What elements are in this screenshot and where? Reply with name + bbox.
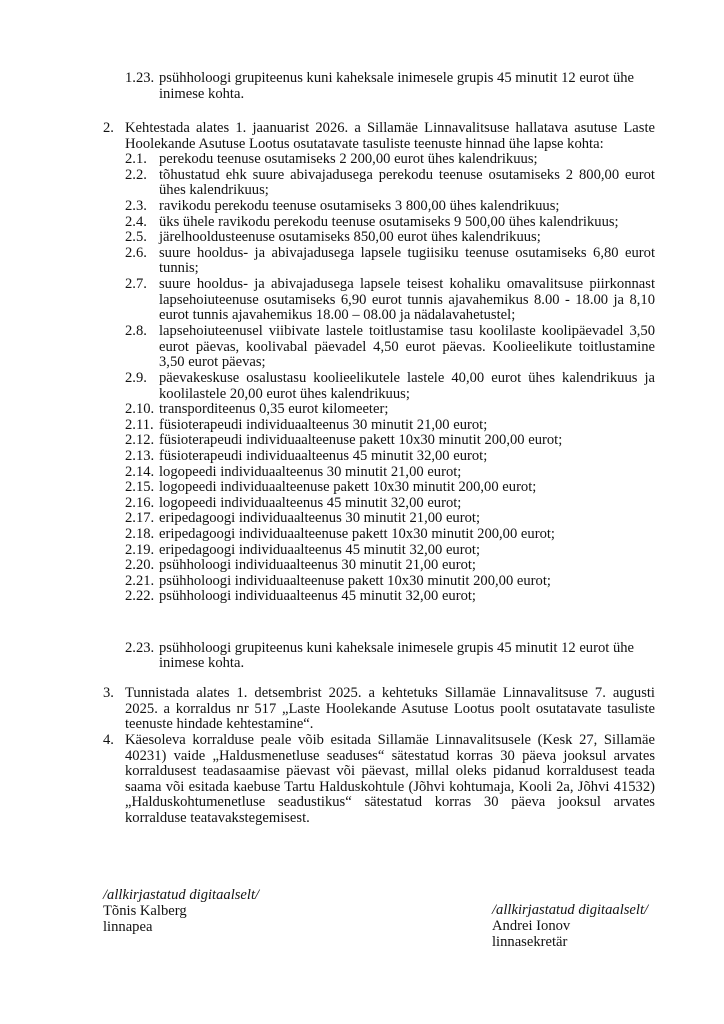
section-text: 40231) vaide „Haldusmenetluse seaduses“ sätestatud korras 30 päeva jooksul arvates: [125, 748, 655, 764]
item-text: üks ühele ravikodu perekodu teenuse osutamiseks 9 500,00 ühes kalendrikuus;: [159, 214, 619, 230]
item-text: inimese kohta.: [159, 655, 245, 671]
item-number: 2.4.: [125, 214, 147, 230]
section-number: 4.: [103, 732, 114, 748]
item-text: ravikodu perekodu teenuse osutamiseks 3 800,00 ühes kalendrikuus;: [159, 198, 560, 214]
item-number: 1.23.: [125, 70, 155, 86]
item-number: 2.6.: [125, 245, 147, 261]
item-text: füsioterapeudi individuaalteenus 30 minutit 21,00 eurot;: [159, 417, 488, 433]
item-text: koolilastele 20,00 eurot ühes kalendrikuus;: [159, 386, 410, 402]
item-number: 2.8.: [125, 323, 147, 339]
item-text: ühes kalendrikuus;: [159, 182, 269, 198]
item-number: 2.11.: [125, 417, 154, 433]
item-number: 2.16.: [125, 495, 155, 511]
item-number: 2.13.: [125, 448, 155, 464]
section-number: 3.: [103, 685, 114, 701]
item-number: 2.14.: [125, 464, 155, 480]
item-number: 2.10.: [125, 401, 155, 417]
item-text: logopeedi individuaalteenuse pakett 10x30 minutit 200,00 eurot;: [159, 479, 537, 495]
section-text: korralduse teatavakstegemisest.: [125, 810, 310, 826]
section-number: 2.: [103, 120, 114, 136]
item-text: tunnis;: [159, 260, 199, 276]
item-text: eurot päevas, koolivabal päevadel 4,50 eurot päevas. Koolieelikute toitlustamine: [159, 339, 655, 355]
signature-right-note: /allkirjastatud digitaalselt/: [492, 902, 649, 918]
section-text: teenuste hindade kehtestamine“.: [125, 716, 314, 732]
section-text: Tunnistada alates 1. detsembrist 2025. a kehtetuks Sillamäe Linnavalitsuse 7. augusti: [125, 685, 655, 701]
item-text: eripedagoogi individuaalteenus 45 minutit 32,00 eurot;: [159, 542, 480, 558]
item-number: 2.3.: [125, 198, 147, 214]
item-number: 2.22.: [125, 588, 155, 604]
section-text: „Halduskohtumenetluse seadustikus“ sätestatud korras 30 päeva jooksul arvates: [125, 794, 655, 810]
signature-right-name: Andrei Ionov: [492, 918, 571, 934]
item-text: suure hooldus- ja abivajadusega lapsele tugiisiku teenuse osutamiseks 6,80 eurot: [159, 245, 655, 261]
item-text: järelhooldusteenuse osutamiseks 850,00 eurot ühes kalendrikuus;: [159, 229, 541, 245]
item-number: 2.20.: [125, 557, 155, 573]
item-text: eripedagoogi individuaalteenus 30 minutit 21,00 eurot;: [159, 510, 480, 526]
signature-left-name: Tõnis Kalberg: [103, 903, 187, 919]
item-number: 2.2.: [125, 167, 147, 183]
signature-left-note: /allkirjastatud digitaalselt/: [103, 887, 260, 903]
item-number: 2.21.: [125, 573, 155, 589]
section-text: saama või esitada kaebuse Tartu Halduskohtule (Jõhvi kohtumaja, Kooli 2a, Jõhvi 41532): [125, 779, 655, 795]
item-text: 3,50 eurot päevas;: [159, 354, 266, 370]
item-text: psühholoogi grupiteenus kuni kaheksale inimesele grupis 45 minutit 12 eurot ühe: [159, 640, 635, 656]
section-text: korraldusest teadasaamise päevast või päevast, millal oleks pidanud korraldusest teada: [125, 763, 655, 779]
item-text: päevakeskuse osalustasu koolieelikutele lastele 40,00 eurot ühes kalendrikuus ja: [159, 370, 655, 386]
item-text: suure hooldus- ja abivajadusega lapsele teisest kohaliku omavalitsuse piirkonnast: [159, 276, 655, 292]
item-text: eripedagoogi individuaalteenuse pakett 10x30 minutit 200,00 eurot;: [159, 526, 555, 542]
item-text: psühholoogi individuaalteenus 45 minutit 32,00 eurot;: [159, 588, 476, 604]
item-text: lapsehoiuteenusel viibivate lastele toitlustamise tasu koolilaste koolipäevadel 3,50: [159, 323, 655, 339]
item-number: 2.17.: [125, 510, 155, 526]
item-text: tõhustatud ehk suure abivajadusega perekodu teenuse osutamiseks 2 800,00 eurot: [159, 167, 655, 183]
item-text: inimese kohta.: [159, 86, 245, 102]
item-text: psühholoogi grupiteenus kuni kaheksale inimesele grupis 45 minutit 12 eurot ühe: [159, 70, 635, 86]
item-text: psühholoogi individuaalteenuse pakett 10x30 minutit 200,00 eurot;: [159, 573, 551, 589]
item-number: 2.1.: [125, 151, 147, 167]
item-number: 2.9.: [125, 370, 147, 386]
item-text: lapsehoiuteenuse osutamiseks 6,90 eurot tunnis ajavahemikus 8.00 - 18.00 ja 8,10: [159, 292, 655, 308]
section-text: Hoolekande Asutuse Lootus osutatavate tasuliste teenuste hinnad ühe lapse kohta:: [125, 136, 604, 152]
item-number: 2.5.: [125, 229, 147, 245]
item-text: füsioterapeudi individuaalteenus 45 minutit 32,00 eurot;: [159, 448, 488, 464]
item-text: logopeedi individuaalteenus 30 minutit 21,00 eurot;: [159, 464, 462, 480]
section-text: Kehtestada alates 1. jaanuarist 2026. a Sillamäe Linnavalitsuse hallatava asutuse Laste: [125, 120, 655, 136]
item-text: psühholoogi individuaalteenus 30 minutit 21,00 eurot;: [159, 557, 476, 573]
item-number: 2.12.: [125, 432, 155, 448]
signature-left-title: linnapea: [103, 919, 153, 935]
item-number: 2.15.: [125, 479, 155, 495]
item-text: logopeedi individuaalteenus 45 minutit 32,00 eurot;: [159, 495, 462, 511]
item-number: 2.7.: [125, 276, 147, 292]
item-number: 2.23.: [125, 640, 155, 656]
item-text: eurot tunnis ajavahemikus 18.00 – 08.00 ja nädalavahetustel;: [159, 307, 516, 323]
section-text: Käesoleva korralduse peale võib esitada Sillamäe Linnavalitsusele (Kesk 27, Sillamäe: [125, 732, 655, 748]
signature-right-title: linnasekretär: [492, 934, 568, 950]
section-text: 2025. a korraldus nr 517 „Laste Hoolekande Asutuse Lootus poolt osutatavate tasuliste: [125, 701, 655, 717]
item-text: perekodu teenuse osutamiseks 2 200,00 eurot ühes kalendrikuus;: [159, 151, 538, 167]
item-number: 2.18.: [125, 526, 155, 542]
item-text: transporditeenus 0,35 eurot kilomeeter;: [159, 401, 389, 417]
item-number: 2.19.: [125, 542, 155, 558]
item-text: füsioterapeudi individuaalteenuse pakett 10x30 minutit 200,00 eurot;: [159, 432, 563, 448]
